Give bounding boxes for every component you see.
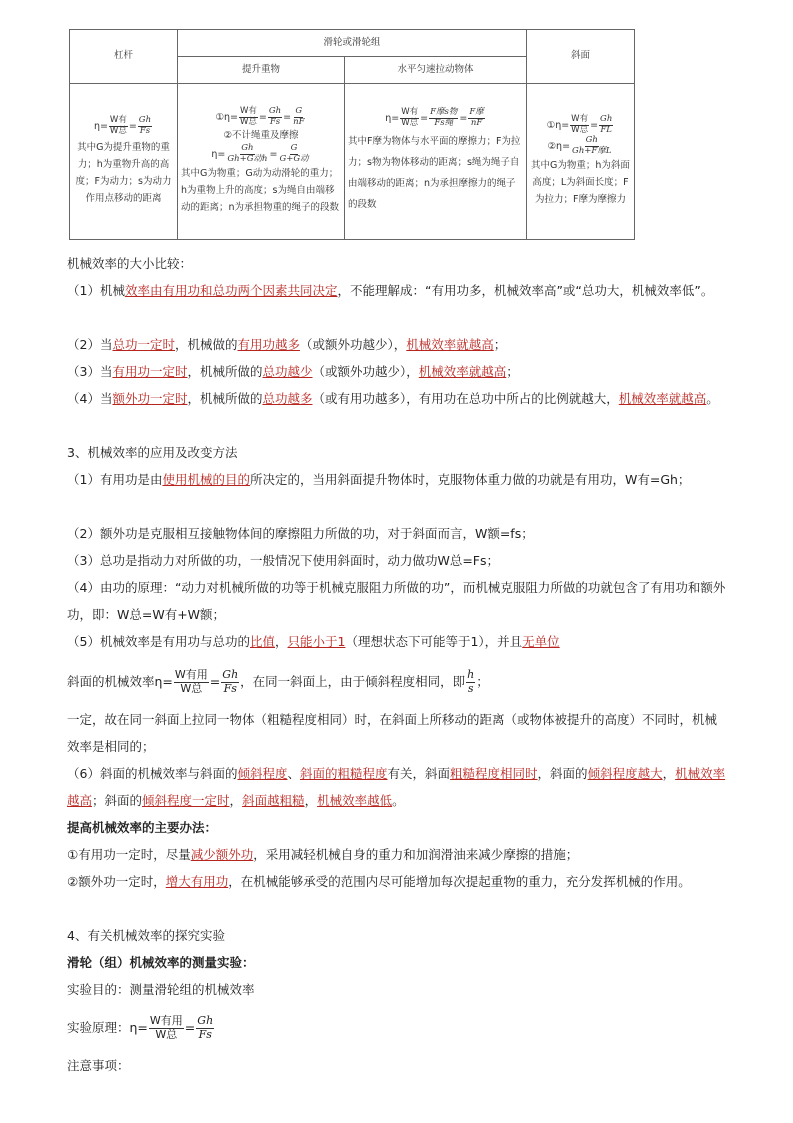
compare-item-1: （1）机械效率由有用功和总功两个因素共同决定，不能理解成：“有用功多，机械效率高”或“总功大，机械效率低”。 [67, 283, 714, 298]
cell-pulley-lift [178, 84, 345, 240]
compare-item-3: （3）当有用功一定时，机械所做的总功越少（或额外功越少），机械效率就越高； [67, 364, 519, 379]
efficiency-formula-table [69, 29, 635, 240]
compare-title: 机械效率的大小比较： [67, 256, 193, 271]
header-drag: 水平匀速拉动物体 [345, 57, 527, 84]
experiment-heading: 滑轮（组）机械效率的测量实验： [67, 955, 255, 970]
lift-description: 其中G为物重；G动为动滑轮的重力；h为重物上升的高度；s为绳自由端移动的距离；n为承担物重的绳子的段数 [181, 167, 340, 213]
apply-item-6: （6）斜面的机械效率与斜面的倾斜程度、斜面的粗糙程度有关，斜面粗糙程度相同时，斜面的倾斜程度越大，机械效率越高；斜面的倾斜程度一定时，斜面越粗糙，机械效率越低。 [67, 766, 726, 808]
section-3-heading: 3、机械效率的应用及改变方法 [67, 445, 238, 460]
improve-methods-heading: 提高机械效率的主要办法： [67, 820, 218, 835]
lift-formula-2: η= $\frac{Gh}{\text{Gh+G动h}}$ = $\frac{G}{\text{G+G动}}$ [211, 143, 309, 164]
cell-pulley-drag [345, 84, 527, 240]
apply-item-2: （2）额外功是克服相互接触物体间的摩擦阻力所做的功，对于斜面而言，W额=fs； [67, 526, 534, 541]
drag-formula: η= $\frac{\text{W有}}{\text{W总}}$ = $\frac{\text{F摩s物}}{\text{Fs绳}}$ = $\frac{\text{F摩}}{nF}$ [385, 107, 484, 128]
improve-method-1: ①有用功一定时，尽量减少额外功，采用减轻机械自身的重力和加润滑油来减少摩擦的措施； [67, 847, 579, 862]
improve-method-2: ②额外功一定时，增大有用功，在机械能够承受的范围内尽可能增加每次提起重物的重力，充分发挥机械的作用。 [67, 874, 691, 889]
compare-item-2: （2）当总功一定时，机械做的有用功越多（或额外功越少），机械效率就越高； [67, 337, 507, 352]
section-4-heading: 4、有关机械效率的探究实验 [67, 928, 225, 943]
apply-item-4: （4）由功的原理：“动力对机械所做的功等于机械克服阻力所做的功”，而机械克服阻力所做的功就包含了有用功和额外功，即：W总=W有+W额； [67, 580, 726, 622]
header-lever: 杠杆 [70, 30, 178, 84]
incline-formula-1: ①η= $\frac{\text{W有}}{\text{W总}}$ = $\frac{Gh}{FL}$ [546, 114, 613, 136]
experiment-purpose: 实验目的：测量滑轮组的机械效率 [67, 982, 255, 997]
apply-item-3: （3）总功是指动力对所做的功，一般情况下使用斜面时，动力做功W总=Fs； [67, 553, 499, 568]
incline-efficiency-explanation: 一定，故在同一斜面上拉同一物体（粗糙程度相同）时，在斜面上所移动的距离（或物体被提升的高度）不同时，机械效率是相同的； [67, 712, 718, 754]
experiment-notes: 注意事项： [67, 1058, 130, 1073]
incline-description: 其中G为物重；h为斜面高度；L为斜面长度；F为拉力；F摩为摩擦力 [531, 159, 630, 205]
header-lift: 提升重物 [178, 57, 345, 84]
apply-item-1: （1）有用功是由使用机械的目的所决定的，当用斜面提升物体时，克服物体重力做的功就是有用功，W有=Gh； [67, 472, 691, 487]
header-incline: 斜面 [527, 30, 635, 84]
compare-item-4: （4）当额外功一定时，机械所做的总功越多（或有用功越多），有用功在总功中所占的比例就越大，机械效率就越高。 [67, 391, 719, 406]
lever-formula: η= $\frac{\text{W有}}{\text{W总}}$ = $\frac{Gh}{Fs}$ [93, 115, 152, 136]
apply-item-5: （5）机械效率是有用功与总功的比值，只能小于1（理想状态下可能等于1），并且无单位 [67, 634, 560, 649]
cell-incline [527, 84, 635, 240]
incline-formula-2: ②η= $\frac{Gh}{\text{Gh+F摩L}}$ [547, 135, 612, 156]
cell-lever [70, 84, 178, 240]
drag-description: 其中F摩为物体与水平面的摩擦力；F为拉力；s物为物体移动的距离；s绳为绳子自由端移动的距离；n为承担摩擦力的绳子的段数 [348, 135, 521, 210]
incline-efficiency-formula: 斜面的机械效率η= $\frac{\text{W有用}}{\text{W总}}$ = $\frac{Gh}{Fs}$ ，在同一斜面上，由于倾斜程度相同，即 $\frac{h}{s}$ ； [67, 668, 489, 695]
lift-formula-1: ①η= $\frac{\text{W有}}{\text{W总}}$ = $\frac{Gh}{Fs}$ = $\frac{G}{nF}$ [215, 106, 305, 128]
lift-condition: ②不计绳重及摩擦 [223, 130, 299, 141]
experiment-principle: 实验原理：η= $\frac{\text{W有用}}{\text{W总}}$ = $\frac{Gh}{Fs}$ [67, 1014, 214, 1041]
header-pulley: 滑轮或滑轮组 [178, 30, 527, 57]
lever-description: 其中G为提升重物的重力；h为重物升高的高度；F为动力；s为动力作用点移动的距离 [75, 141, 172, 204]
